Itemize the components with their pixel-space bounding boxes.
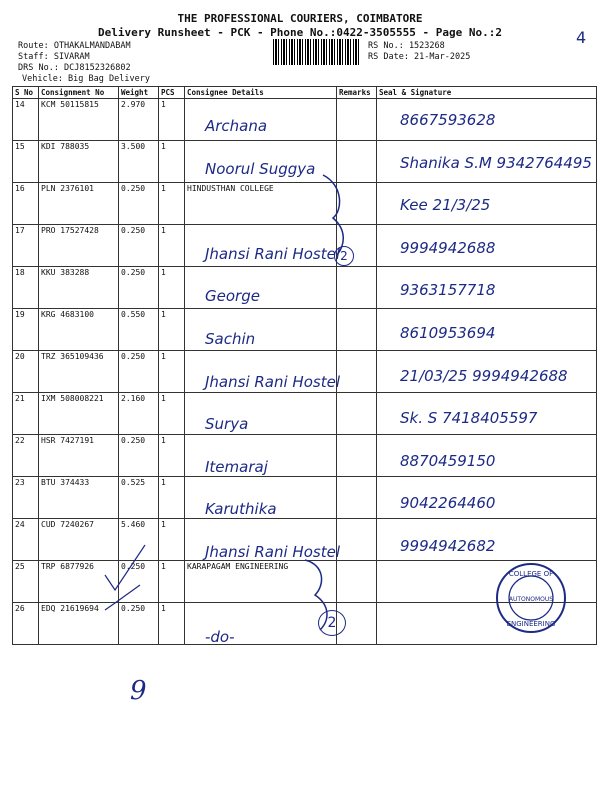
cell-consignment: TRZ 365109436 <box>39 351 119 393</box>
cell-consignment: PLN 2376101 <box>39 183 119 225</box>
bottom-initial-mark: 9 <box>130 676 147 706</box>
tick-marks <box>100 535 160 615</box>
handwritten-signature: 8870459150 <box>400 451 496 470</box>
column-header: S No <box>13 87 39 99</box>
cell-weight: 0.525 <box>119 477 159 519</box>
rs-number: RS No.: 1523268 <box>368 41 445 51</box>
handwritten-recipient: George <box>205 287 260 306</box>
circled-count-mark: 2 <box>334 246 354 266</box>
cell-pcs: 1 <box>159 351 185 393</box>
cell-sno: 16 <box>13 183 39 225</box>
cell-weight: 0.250 <box>119 561 159 603</box>
cell-remarks <box>337 561 377 603</box>
cell-remarks <box>337 99 377 141</box>
cell-consignment: HSR 7427191 <box>39 435 119 477</box>
table-row <box>13 267 597 309</box>
cell-remarks <box>337 351 377 393</box>
cell-sno: 20 <box>13 351 39 393</box>
cell-pcs: 1 <box>159 183 185 225</box>
handwritten-signature: 9363157718 <box>400 281 496 300</box>
cell-consignment: TRP 6877926 <box>39 561 119 603</box>
route-label: Route: OTHAKALMANDABAM <box>18 41 131 51</box>
handwritten-recipient: Sachin <box>205 330 256 348</box>
cell-sno: 23 <box>13 477 39 519</box>
cell-remarks <box>337 267 377 309</box>
seal-text-mid: AUTONOMOUS <box>508 596 554 603</box>
column-header: PCS <box>159 87 185 99</box>
staff-label: Staff: SIVARAM <box>18 52 90 62</box>
cell-remarks <box>337 393 377 435</box>
handwritten-signature: Sk. S 7418405597 <box>400 409 538 428</box>
cell-sno: 19 <box>13 309 39 351</box>
column-header: Seal & Signature <box>377 87 597 99</box>
bracket-mark-top <box>315 170 355 260</box>
handwritten-signature: 9994942682 <box>400 537 496 555</box>
cell-consignment: CUD 7240267 <box>39 519 119 561</box>
cell-pcs: 1 <box>159 603 185 645</box>
cell-consignment: BTU 374433 <box>39 477 119 519</box>
college-seal-stamp <box>493 560 569 636</box>
cell-pcs: 1 <box>159 267 185 309</box>
circled-count-mark-2: 2 <box>318 610 346 636</box>
handwritten-recipient: Archana <box>205 117 268 135</box>
column-header: Consignment No <box>39 87 119 99</box>
handwritten-signature: 9042264460 <box>400 494 496 513</box>
cell-sno: 24 <box>13 519 39 561</box>
cell-weight: 0.250 <box>119 351 159 393</box>
cell-weight: 0.250 <box>119 603 159 645</box>
cell-remarks <box>337 519 377 561</box>
cell-sno: 25 <box>13 561 39 603</box>
column-header: Consignee Details <box>185 87 337 99</box>
cell-sno: 17 <box>13 225 39 267</box>
table-row <box>13 183 597 225</box>
cell-sno: 14 <box>13 99 39 141</box>
cell-consignment: PRO 17527428 <box>39 225 119 267</box>
cell-pcs: 1 <box>159 477 185 519</box>
cell-pcs: 1 <box>159 393 185 435</box>
column-header: Weight <box>119 87 159 99</box>
cell-consignee: KARAPAGAM ENGINEERING <box>185 561 337 603</box>
handwritten-recipient: Jhansi Rani Hostel <box>205 372 340 391</box>
cell-weight: 3.500 <box>119 141 159 183</box>
cell-weight: 0.250 <box>119 267 159 309</box>
cell-weight: 0.550 <box>119 309 159 351</box>
cell-weight: 0.250 <box>119 183 159 225</box>
cell-sno: 21 <box>13 393 39 435</box>
cell-weight: 0.250 <box>119 225 159 267</box>
cell-consignment: EDQ 21619694 <box>39 603 119 645</box>
cell-weight: 2.160 <box>119 393 159 435</box>
vehicle-label: Vehicle: Big Bag Delivery <box>22 74 150 84</box>
cell-weight: 2.970 <box>119 99 159 141</box>
cell-consignee: HINDUSTHAN COLLEGE <box>185 183 337 225</box>
cell-remarks <box>337 435 377 477</box>
bracket-mark <box>300 555 340 635</box>
cell-consignment: KKU 383288 <box>39 267 119 309</box>
cell-pcs: 1 <box>159 225 185 267</box>
table-row <box>13 309 597 351</box>
cell-weight: 0.250 <box>119 435 159 477</box>
table-row <box>13 435 597 477</box>
handwritten-recipient: Noorul Suggya <box>205 159 316 178</box>
cell-pcs: 1 <box>159 435 185 477</box>
handwritten-signature: 9994942688 <box>400 238 496 257</box>
barcode-image <box>273 39 361 65</box>
seal-text-bottom: ENGINEERING <box>506 620 556 628</box>
cell-sno: 22 <box>13 435 39 477</box>
handwritten-recipient: Jhansi Rani Hostel <box>205 244 340 263</box>
cell-weight: 5.460 <box>119 519 159 561</box>
cell-sno: 18 <box>13 267 39 309</box>
cell-pcs: 1 <box>159 99 185 141</box>
cell-pcs: 1 <box>159 309 185 351</box>
table-row <box>13 477 597 519</box>
handwritten-signature: Shanika S.M 9342764495 <box>400 153 592 172</box>
cell-remarks <box>337 477 377 519</box>
cell-pcs: 1 <box>159 141 185 183</box>
cell-consignment: KDI 788035 <box>39 141 119 183</box>
cell-remarks <box>337 309 377 351</box>
cell-consignment: KCM 50115815 <box>39 99 119 141</box>
handwritten-signature: 8667593628 <box>400 111 496 129</box>
rs-date: RS Date: 21-Mar-2025 <box>368 52 471 62</box>
margin-note-top: 4 <box>576 28 587 47</box>
company-title: THE PROFESSIONAL COURIERS, COIMBATORE <box>177 12 423 25</box>
drs-label: DRS No.: DCJ8152326802 <box>18 63 131 73</box>
handwritten-signature: 8610953694 <box>400 324 496 342</box>
handwritten-signature: Kee 21/3/25 <box>400 196 491 215</box>
handwritten-recipient: Itemaraj <box>205 457 268 476</box>
cell-consignment: KRG 4683100 <box>39 309 119 351</box>
handwritten-recipient: Surya <box>205 415 249 434</box>
cell-pcs: 1 <box>159 519 185 561</box>
handwritten-recipient: Jhansi Rani Hostel <box>205 543 340 561</box>
column-header: Remarks <box>337 87 377 99</box>
handwritten-recipient: -do- <box>205 628 235 647</box>
cell-sno: 15 <box>13 141 39 183</box>
handwritten-signature: 21/03/25 9994942688 <box>400 366 568 385</box>
runsheet-subtitle: Delivery Runsheet - PCK - Phone No.:0422-3505555 - Page No.:2 <box>98 26 502 39</box>
seal-text-top: COLLEGE OF <box>508 570 554 578</box>
table-row <box>13 99 597 141</box>
table-header-row <box>13 87 597 99</box>
handwritten-recipient: Karuthika <box>205 500 277 519</box>
cell-sno: 26 <box>13 603 39 645</box>
cell-pcs: 1 <box>159 561 185 603</box>
cell-consignment: IXM 508008221 <box>39 393 119 435</box>
